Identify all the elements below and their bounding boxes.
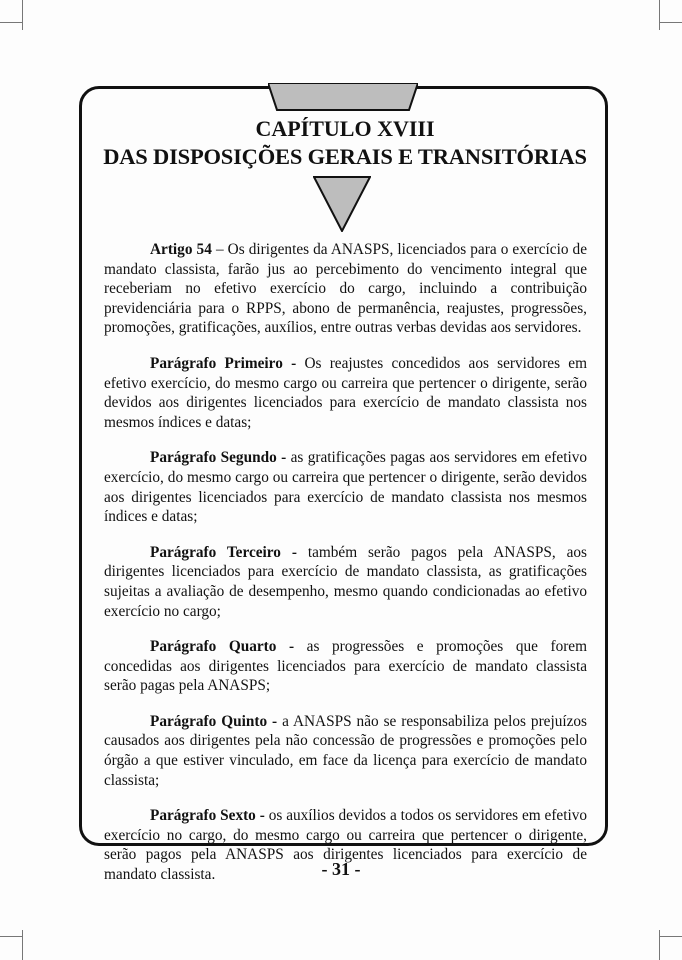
paragraph-third-label: Parágrafo Terceiro -	[150, 543, 297, 561]
article-54-label: Artigo 54	[150, 241, 212, 258]
paragraph-sixth-text: os auxílios devidos a todos os servidores em efetivo exercício no cargo, do mesmo cargo ou carreira que pertencer o dirigente, serão pagos pela ANASPS aos dirigentes licenciados para exercício de mandato classista.	[104, 807, 587, 884]
article-54-text: – Os dirigentes da ANASPS, licenciados para o exercício de mandato classista, farão jus ao percebimento do vencimento integral que receberiam no efetivo exercício do cargo, incluindo a contribuição previdenciária para o RPPS, abono de permanência, reajustes, progressões, promoções, gratificações, auxílios, entre outras verbas devidas aos servidores.	[104, 241, 587, 337]
crop-mark-top-right	[659, 0, 660, 30]
paragraph-third-text: também serão pagos pela ANASPS, aos dirigentes licenciados para exercício de mandato classista, as gratificações sujeitas a avaliação de desempenho, mesmo quando condicionadas ao efetivo exercício no cargo;	[104, 543, 587, 620]
crop-mark-top-left	[22, 0, 23, 30]
chapter-title: CAPÍTULO XVIII	[255, 116, 435, 141]
crop-mark-right-bottom	[660, 936, 682, 937]
page-number: - 31 -	[321, 859, 361, 879]
paragraph-second-text: as gratificações pagas aos servidores em efetivo exercício, do mesmo cargo ou carreira que pertencer o dirigente, serão devidos aos dirigentes licenciados para exercício de mandato classista nos mesmos índices e datas;	[104, 449, 587, 526]
bottom-triangle-ornament	[313, 176, 371, 232]
article-54	[104, 240, 587, 338]
paragraph-fourth	[104, 637, 587, 696]
chapter-subtitle: DAS DISPOSIÇÕES GERAIS E TRANSITÓRIAS	[103, 144, 587, 169]
paragraph-fifth	[104, 712, 587, 790]
crop-mark-left-bottom	[0, 936, 22, 937]
paragraph-first	[104, 354, 587, 432]
paragraph-sixth-label: Parágrafo Sexto -	[150, 807, 265, 825]
document-body	[104, 240, 587, 901]
paragraph-fourth-label: Parágrafo Quarto -	[150, 638, 295, 656]
paragraph-first-label: Parágrafo Primeiro -	[150, 354, 297, 372]
crop-mark-bottom-left	[22, 930, 23, 960]
top-triangle-ornament	[268, 83, 418, 111]
crop-mark-left-top	[0, 22, 22, 23]
crop-mark-bottom-right	[659, 930, 660, 960]
paragraph-fifth-label: Parágrafo Quinto -	[150, 712, 278, 730]
paragraph-third	[104, 543, 587, 621]
paragraph-second	[104, 448, 587, 526]
paragraph-fourth-text: as progressões e promoções que forem concedidas aos dirigentes licenciados para exercício de mandato classista serão pagas pela ANASPS;	[104, 638, 587, 695]
paragraph-second-label: Parágrafo Segundo -	[150, 449, 287, 467]
paragraph-first-text: Os reajustes concedidos aos servidores em efetivo exercício, do mesmo cargo ou carreira que pertencer o dirigente, serão devidos aos dirigentes licenciados para exercício de mandato classista nos mesmos índices e datas;	[104, 354, 587, 431]
crop-mark-right-top	[660, 22, 682, 23]
paragraph-fifth-text: a ANASPS não se responsabiliza pelos prejuízos causados aos dirigentes pela não concessão de progressões e promoções pelo órgão a que estiver vinculado, em face da licença para exercício de mandato classista;	[104, 712, 587, 789]
